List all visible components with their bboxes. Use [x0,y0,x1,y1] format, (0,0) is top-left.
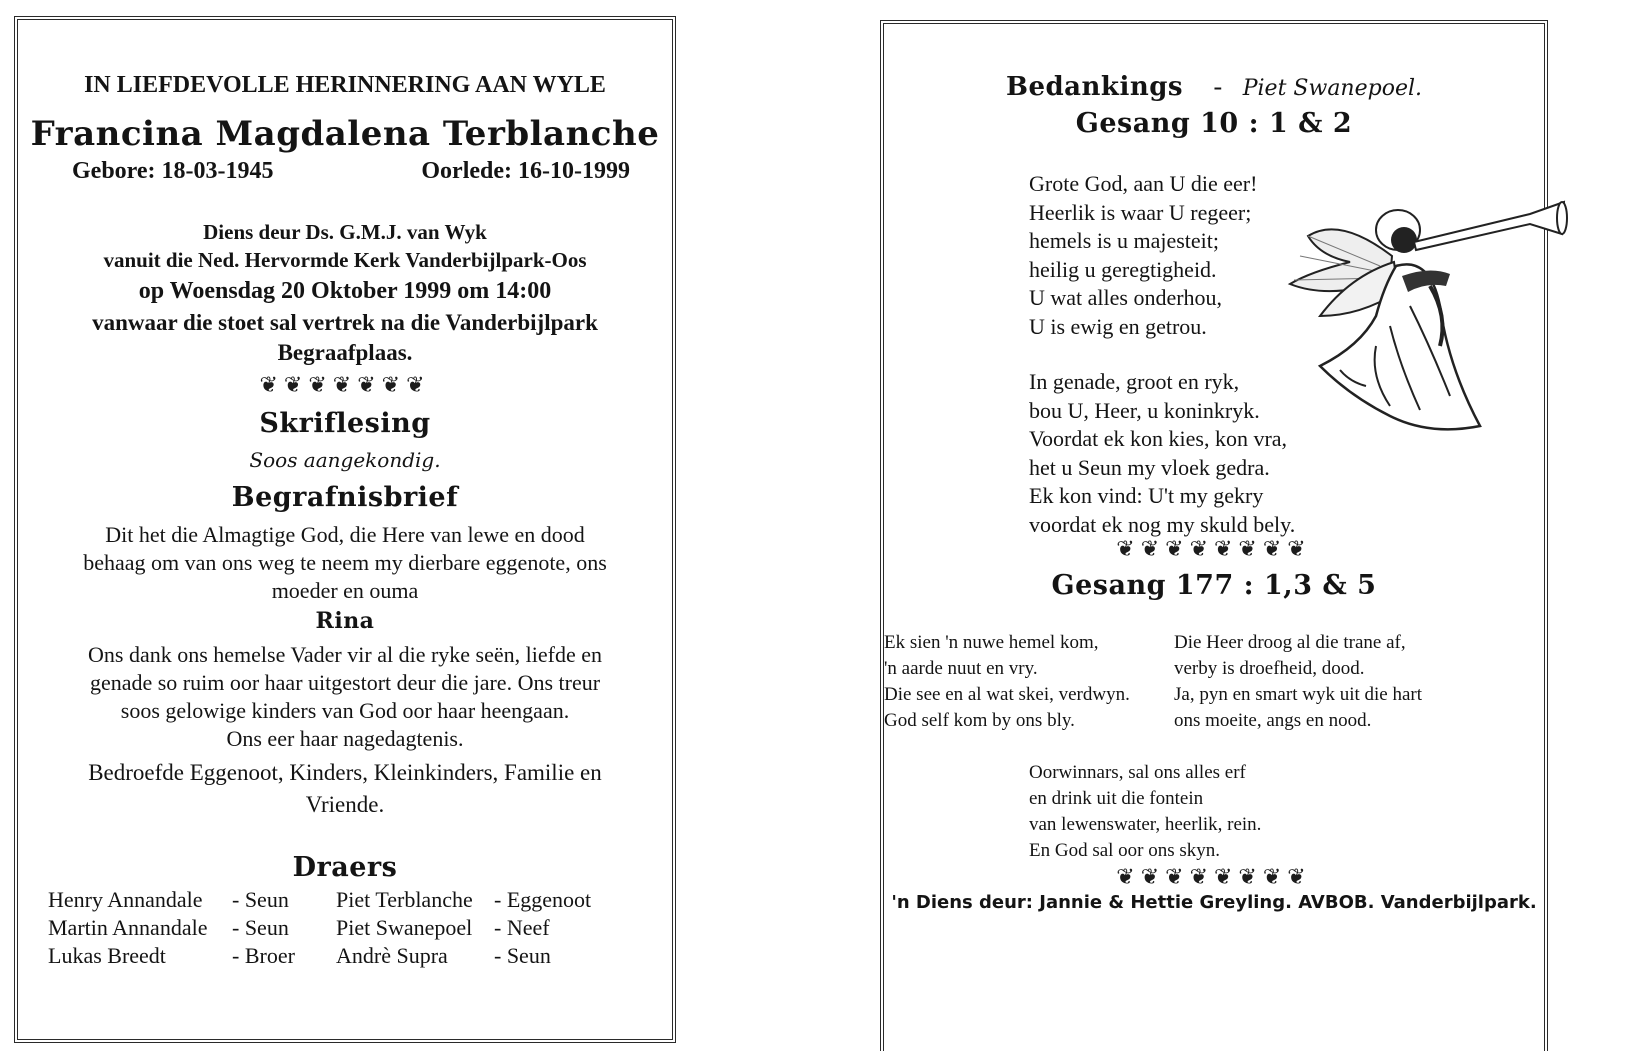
title-dash: - [1213,72,1223,101]
funeral-letter-line: Dit het die Almagtige God, die Here van lewe en dood [105,522,585,547]
scripture-note: Soos aangekondig. [249,448,441,472]
pallbearer-relation: - Seun [232,887,289,912]
nickname: Rina [315,608,375,634]
service-datetime: op Woensdag 20 Oktober 1999 om 14:00 [138,278,552,304]
hymn-line: Grote God, aan U die eer! [1029,171,1258,196]
thanks-line: soos gelowige kinders van God oor haar heengaan. [120,698,570,723]
hymn-line: bou U, Heer, u koninkryk. [1029,397,1260,423]
acknowledgements-person: Piet Swanepoel. [1242,76,1422,101]
pallbearer-name: Piet Terblanche [336,887,473,912]
hymn-verse [1029,368,1295,539]
pallbearer-name: Martin Annandale [48,915,208,940]
funeral-letter-line: behaag om van ons weg te neem my dierbare eggenote, ons [83,550,607,575]
hymn-verse [1029,170,1257,341]
pallbearer-name: Andrè Supra [336,943,448,968]
hymn-line: In genade, groot en ryk, [1029,369,1240,394]
hymn-line: Die see en al wat skei, verdwyn. [884,684,1130,705]
ornament-divider: ❦❦❦❦❦❦❦❦ [1116,536,1312,561]
undertaker-credit: 'n Diens deur: Jannie & Hettie Greyling. AVBOB. Vanderbijlpark. [891,892,1537,913]
pallbearers-heading: Draers [292,852,398,883]
hymn-line: Oorwinnars, sal ons alles erf [1029,762,1246,783]
pallbearers-relations-column [232,886,295,970]
hymn-line: 'n aarde nuut en vry. [884,658,1038,679]
hymn-line: U wat alles onderhou, [1029,285,1223,310]
ornament-divider: ❦❦❦❦❦❦❦❦ [1116,864,1312,889]
acknowledgements-row [884,72,1544,102]
hymn-line: en drink uit die fontein [1029,788,1204,809]
death-date: Oorlede: 16-10-1999 [421,158,630,184]
hymn-line: ons moeite, angs en nood. [1174,710,1372,731]
scripture-heading: Skriflesing [259,408,431,439]
thanks-line: Ons dank ons hemelse Vader vir al die ryke seën, liefde en [88,642,602,667]
hymn-line: Ja, pyn en smart wyk uit die hart [1174,684,1423,705]
hymn-line: Die Heer droog al die trane af, [1174,632,1406,653]
ornament-divider: ❦❦❦❦❦❦❦ [259,372,431,397]
memorial-heading: IN LIEFDEVOLLE HERINNERING AAN WYLE [84,72,606,98]
hymn-line: Ek kon vind: U't my gekry [1029,483,1264,508]
right-page [880,20,1548,1051]
pallbearer-name: Lukas Breedt [48,943,166,968]
acknowledgements-heading: Bedankings [1005,72,1184,102]
hymn-line: God self kom by ons bly. [884,710,1075,731]
service-cemetery: Begraafplaas. [277,340,413,365]
hymn-title: Gesang 10 : 1 & 2 [1075,108,1353,139]
hymn-line: En God sal oor ons skyn. [1029,840,1221,861]
pallbearer-relation: - Neef [494,915,550,940]
mourners-line: Bedroefde Eggenoot, Kinders, Kleinkinders, Familie en [88,760,602,785]
service-church: vanuit die Ned. Hervormde Kerk Vanderbijlpark-Oos [103,248,587,272]
pallbearer-relation: - Eggenoot [494,887,592,912]
deceased-name: Francina Magdalena Terblanche [30,114,660,154]
hymn-line: het u Seun my vloek gedra. [1029,454,1270,480]
hymn-verse [1029,760,1261,864]
thanks-line: genade so ruim oor haar uitgestort deur die jare. Ons treur [89,670,601,695]
hymn-verse [884,630,1130,734]
hymn-title: Gesang 177 : 1,3 & 5 [1051,570,1377,601]
funeral-letter-heading: Begrafnisbrief [231,482,459,513]
hymn-line: voordat ek nog my skuld bely. [1029,511,1296,537]
pallbearers-names-column [336,886,473,970]
service-procession: vanwaar die stoet sal vertrek na die Vanderbijlpark [92,310,598,335]
hymn-line: heilig u geregtigheid. [1029,256,1217,282]
hymn-line: Heerlik is waar U regeer; [1029,199,1252,225]
hymn-line: verby is droefheid, dood. [1174,658,1365,679]
hymn-verse [1174,630,1422,734]
hymn-line: hemels is u majesteit; [1029,228,1220,253]
pallbearer-relation: - Broer [232,943,295,968]
hymn-line: van lewenswater, heerlik, rein. [1029,814,1262,835]
left-page [14,16,676,1043]
funeral-letter-line: moeder en ouma [271,578,419,603]
pallbearer-name: Piet Swanepoel [336,915,473,940]
pallbearer-relation: - Seun [494,943,551,968]
hymn-line: U is ewig en getrou. [1029,313,1207,339]
pallbearers-relations-column [494,886,591,970]
hymn-line: Ek sien 'n nuwe hemel kom, [884,632,1099,653]
pallbearer-relation: - Seun [232,915,289,940]
thanks-line: Ons eer haar nagedagtenis. [226,726,464,751]
service-officiant: Diens deur Ds. G.M.J. van Wyk [203,220,487,244]
pallbearers-names-column [48,886,207,970]
birth-date: Gebore: 18-03-1945 [72,158,274,184]
mourners-line: Vriende. [305,792,385,817]
hymn-line: Voordat ek kon kies, kon vra, [1029,426,1288,451]
angel-trumpet-illustration [1280,196,1570,440]
pallbearer-name: Henry Annandale [48,887,203,912]
